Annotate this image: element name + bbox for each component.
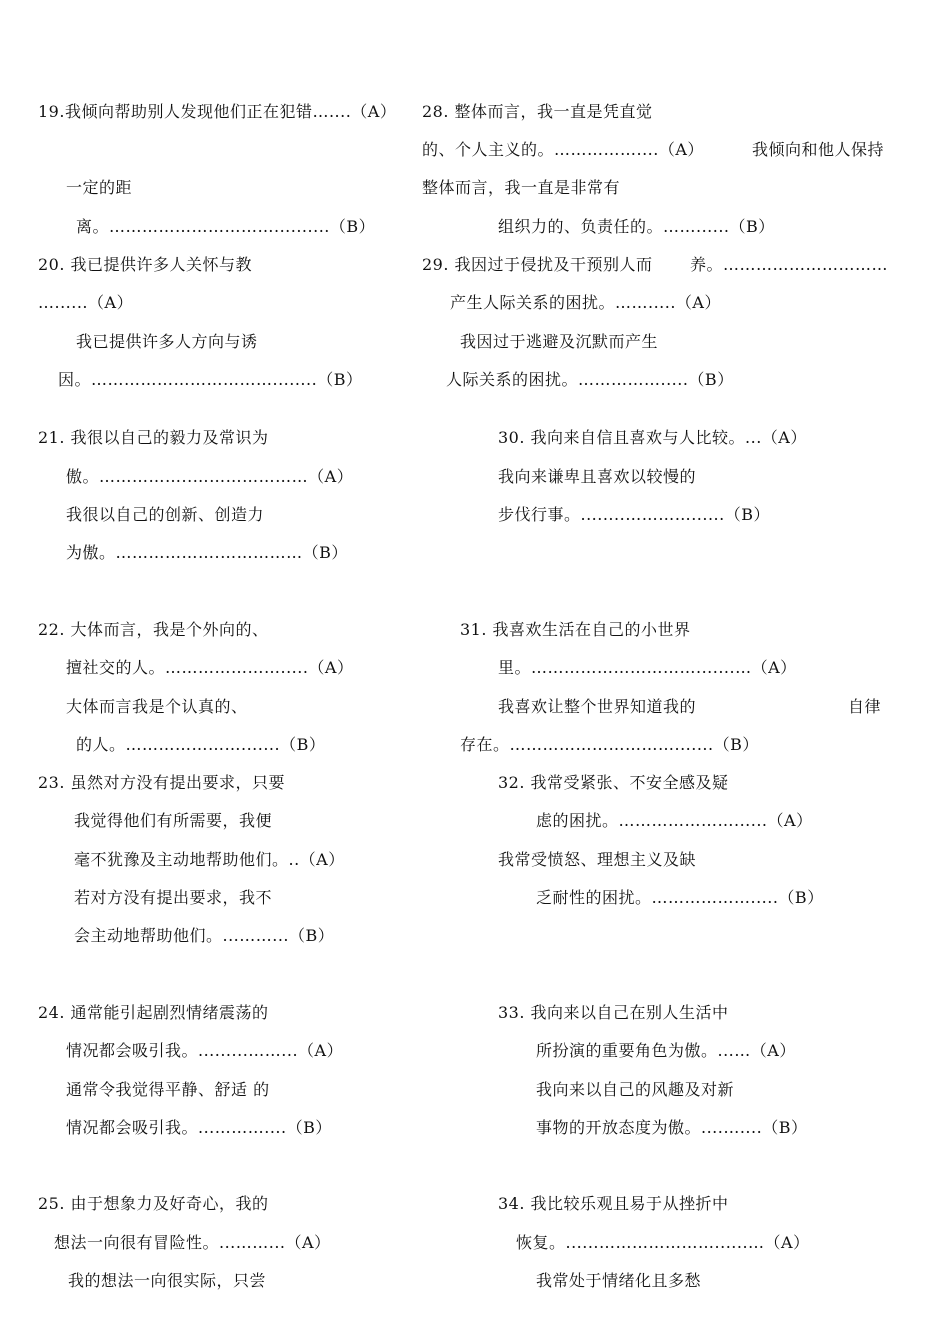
q24-line: 情况都会吸引我。.........……...（A） [66, 1041, 344, 1060]
q21-line: 傲。……………..…………………（A） [66, 467, 354, 486]
q22-line: 的人。………………….......（B） [76, 735, 326, 754]
q33-line: 事物的开放态度为傲。....…....（B） [536, 1118, 808, 1137]
q24-line: 情况都会吸引我。...………....（B） [66, 1118, 332, 1137]
q32-line: 乏耐性的困扰。……………….....（B） [536, 888, 824, 907]
q33-line: 我向来以自己的风趣及对新 [536, 1080, 735, 1099]
q30-line: 30. 我向来自信且喜欢与人比较。...（A） [498, 428, 807, 447]
q31-line: 我喜欢让整个世界知道我的 [498, 697, 697, 716]
q28-line: 整体而言，我一直是非常有 [422, 178, 621, 197]
q20-line: 我已提供许多人方向与诱 [76, 332, 258, 351]
q31-line: 自律 [848, 697, 882, 716]
q20-line: 20. 我已提供许多人关怀与教 [38, 255, 253, 274]
q32-line: 32. 我常受紧张、不安全感及疑 [498, 773, 729, 792]
q19-line: 一定的距 [66, 178, 133, 197]
q19-line: 19.我倾向帮助别人发现他们正在犯错…....（A） [38, 102, 397, 121]
q33-line: 所扮演的重要角色为傲。...…（A） [536, 1041, 796, 1060]
q23-line: 会主动地帮助他们。...……...（B） [74, 926, 335, 945]
q29-line: 29. 我因过于侵扰及干预别人而 [422, 255, 653, 274]
q32-line: 我常受愤怒、理想主义及缺 [498, 850, 697, 869]
q23-line: 我觉得他们有所需要，我便 [74, 811, 273, 830]
q25-line: 25. 由于想象力及好奇心，我的 [38, 1194, 269, 1213]
q22-line: 22. 大体而言，我是个外向的、 [38, 620, 269, 639]
q28-line: 28. 整体而言，我一直是凭直觉 [422, 102, 653, 121]
q25-line: 我的想法一向很实际，只尝 [68, 1271, 267, 1290]
q22-line: 擅社交的人。………………….....（A） [66, 658, 354, 677]
q23-line: 23. 虽然对方没有提出要求，只要 [38, 773, 286, 792]
q23-line: 毫不犹豫及主动地帮助他们。..（A） [74, 850, 345, 869]
q31-line: 存在。………………………….......（B） [460, 735, 759, 754]
q20-line: 因。……………………………........（B） [58, 370, 363, 389]
q31-line: 里。………………………….......…（A） [498, 658, 797, 677]
q23-line: 若对方没有提出要求，我不 [74, 888, 273, 907]
q19-line: 离。…………………………..........（B） [76, 217, 376, 236]
q24-line: 24. 通常能引起剧烈情绪震荡的 [38, 1003, 269, 1022]
q21-line: 21. 我很以自己的毅力及常识为 [38, 428, 269, 447]
q21-line: 我很以自己的创新、创造力 [66, 505, 265, 524]
q29-line: 养。………………………… [690, 255, 889, 274]
q33-line: 33. 我向来以自己在别人生活中 [498, 1003, 729, 1022]
q34-line: 我常处于情绪化且多愁 [536, 1271, 702, 1290]
q30-line: 步伐行事。........…………......（B） [498, 505, 770, 524]
q22-line: 大体而言我是个认真的、 [66, 697, 248, 716]
q25-line: 想法一向很有冒险性。...……...（A） [54, 1233, 331, 1252]
q28-line: 我倾向和他人保持 [752, 140, 885, 159]
q29-line: 人际关系的困扰。…………….....（B） [446, 370, 734, 389]
q29-line: 我因过于逃避及沉默而产生 [460, 332, 659, 351]
q29-line: 产生人际关系的困扰。…….....（A） [450, 293, 721, 312]
q34-line: 恢复。......…………………......…（A） [516, 1233, 810, 1252]
q24-line: 通常令我觉得平静、舒适 的 [66, 1080, 270, 1099]
q20-line: …......（A） [38, 293, 134, 312]
q21-line: 为傲。……………….……………（B） [66, 543, 348, 562]
q28-line: 的、个人主义的。……………....（A） [422, 140, 704, 159]
q28-line: 组织力的、负责任的。……......（B） [498, 217, 775, 236]
q31-line: 31. 我喜欢生活在自己的小世界 [460, 620, 691, 639]
q32-line: 虑的困扰。…………………......（A） [536, 811, 813, 830]
q34-line: 34. 我比较乐观且易于从挫折中 [498, 1194, 729, 1213]
q30-line: 我向来谦卑且喜欢以较慢的 [498, 467, 697, 486]
